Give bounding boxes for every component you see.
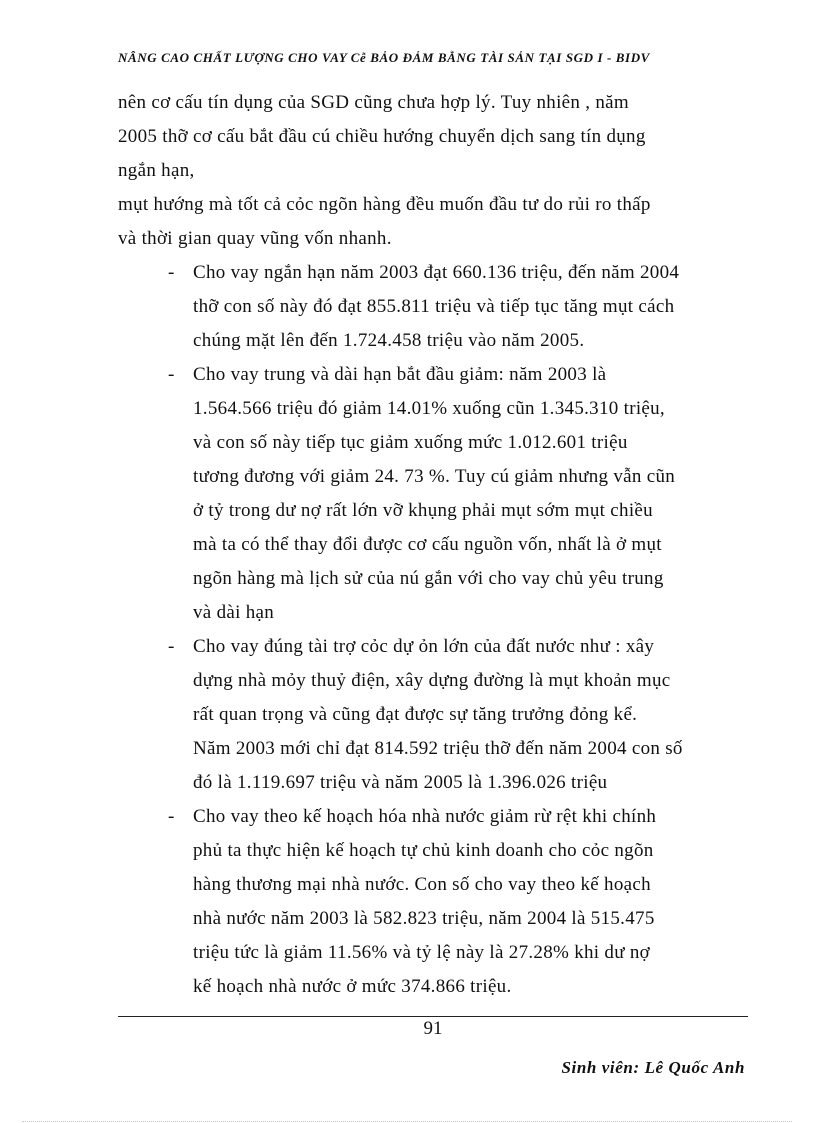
intro-line: mụt hướng mà tốt cả cỏc ngõn hàng đều muốn đầu tư do rủi ro thấp: [118, 194, 651, 215]
bullet-item-medium-long-term: [118, 358, 754, 630]
bullet-line: tương đương với giảm 24. 73 %. Tuy cú giảm nhưng vẫn cũn: [193, 466, 676, 487]
intro-line: và thời gian quay vũng vốn nhanh.: [118, 228, 392, 249]
bullet-line: rất quan trọng và cũng đạt được sự tăng trưởng đỏng kể.: [193, 704, 638, 725]
bullet-line: Cho vay trung và dài hạn bắt đầu giảm: năm 2003 là: [193, 364, 607, 385]
bullet-line: dựng nhà mỏy thuỷ điện, xây dựng đường là mụt khoản mục: [193, 670, 671, 691]
bullet-line: và dài hạn: [193, 602, 275, 623]
bullet-dash: -: [168, 262, 175, 283]
intro-line: nên cơ cấu tín dụng của SGD cũng chưa hợp lý. Tuy nhiên , năm: [118, 92, 629, 113]
bullet-item-short-term: [118, 256, 754, 358]
bullet-dash: -: [168, 364, 175, 385]
bullet-item-project-finance: [118, 630, 754, 800]
bullet-line: Cho vay đúng tài trợ cỏc dự ỏn lớn của đất nước như : xây: [193, 636, 655, 657]
bullet-line: Năm 2003 mới chỉ đạt 814.592 triệu thỡ đến năm 2004 con số: [193, 738, 683, 759]
bullet-line: thỡ con số này đó đạt 855.811 triệu và tiếp tục tăng mụt cách: [193, 296, 675, 317]
bullet-item-state-plan: [118, 800, 754, 1004]
page-edge-divider: [22, 1121, 792, 1122]
bullet-line: kế hoạch nhà nước ở mức 374.866 triệu.: [193, 976, 512, 997]
bullet-dash: -: [168, 636, 175, 657]
bullet-line: ngõn hàng mà lịch sử của nú gắn với cho vay chủ yêu trung: [193, 568, 664, 589]
bullet-line: và con số này tiếp tục giảm xuống mức 1.012.601 triệu: [193, 432, 628, 453]
page-number: 91: [423, 1018, 443, 1039]
bullet-line: mà ta có thể thay đổi được cơ cấu nguồn vốn, nhất là ở mụt: [193, 534, 662, 555]
bullet-line: triệu tức là giảm 11.56% và tỷ lệ này là 27.28% khi dư nợ: [193, 942, 651, 963]
bullet-line: Cho vay theo kế hoạch hóa nhà nước giảm rừ rệt khi chính: [193, 806, 657, 827]
bullet-line: Cho vay ngắn hạn năm 2003 đạt 660.136 triệu, đến năm 2004: [193, 262, 680, 283]
intro-line: ngắn hạn,: [118, 160, 195, 181]
body-text: [118, 86, 754, 1004]
bullet-line: 1.564.566 triệu đó giảm 14.01% xuống cũn 1.345.310 triệu,: [193, 398, 665, 419]
bullet-line: hàng thương mại nhà nước. Con số cho vay theo kế hoạch: [193, 874, 651, 895]
bullet-line: đó là 1.119.697 triệu và năm 2005 là 1.396.026 triệu: [193, 772, 608, 793]
running-header: NÂNG CAO CHẤT LƯỢNG CHO VAY Cễ BẢO ĐẢM BẰNG TÀI SẢN TẠI SGD I - BIDV: [118, 50, 650, 65]
bullet-line: nhà nước năm 2003 là 582.823 triệu, năm 2004 là 515.475: [193, 908, 655, 929]
student-name: Sinh viên: Lê Quốc Anh: [561, 1058, 745, 1077]
bullet-line: chúng mặt lên đến 1.724.458 triệu vào năm 2005.: [193, 330, 585, 351]
bullet-list: [118, 256, 754, 1004]
bullet-line: phủ ta thực hiện kế hoạch tự chủ kinh doanh cho cỏc ngõn: [193, 840, 654, 861]
bullet-dash: -: [168, 806, 175, 827]
footer-divider: [118, 1016, 748, 1017]
intro-line: 2005 thỡ cơ cấu bắt đầu cú chiều hướng chuyển dịch sang tín dụng: [118, 126, 646, 147]
bullet-line: ở tỷ trong dư nợ rất lớn vỡ khụng phải mụt sớm mụt chiều: [193, 500, 653, 521]
